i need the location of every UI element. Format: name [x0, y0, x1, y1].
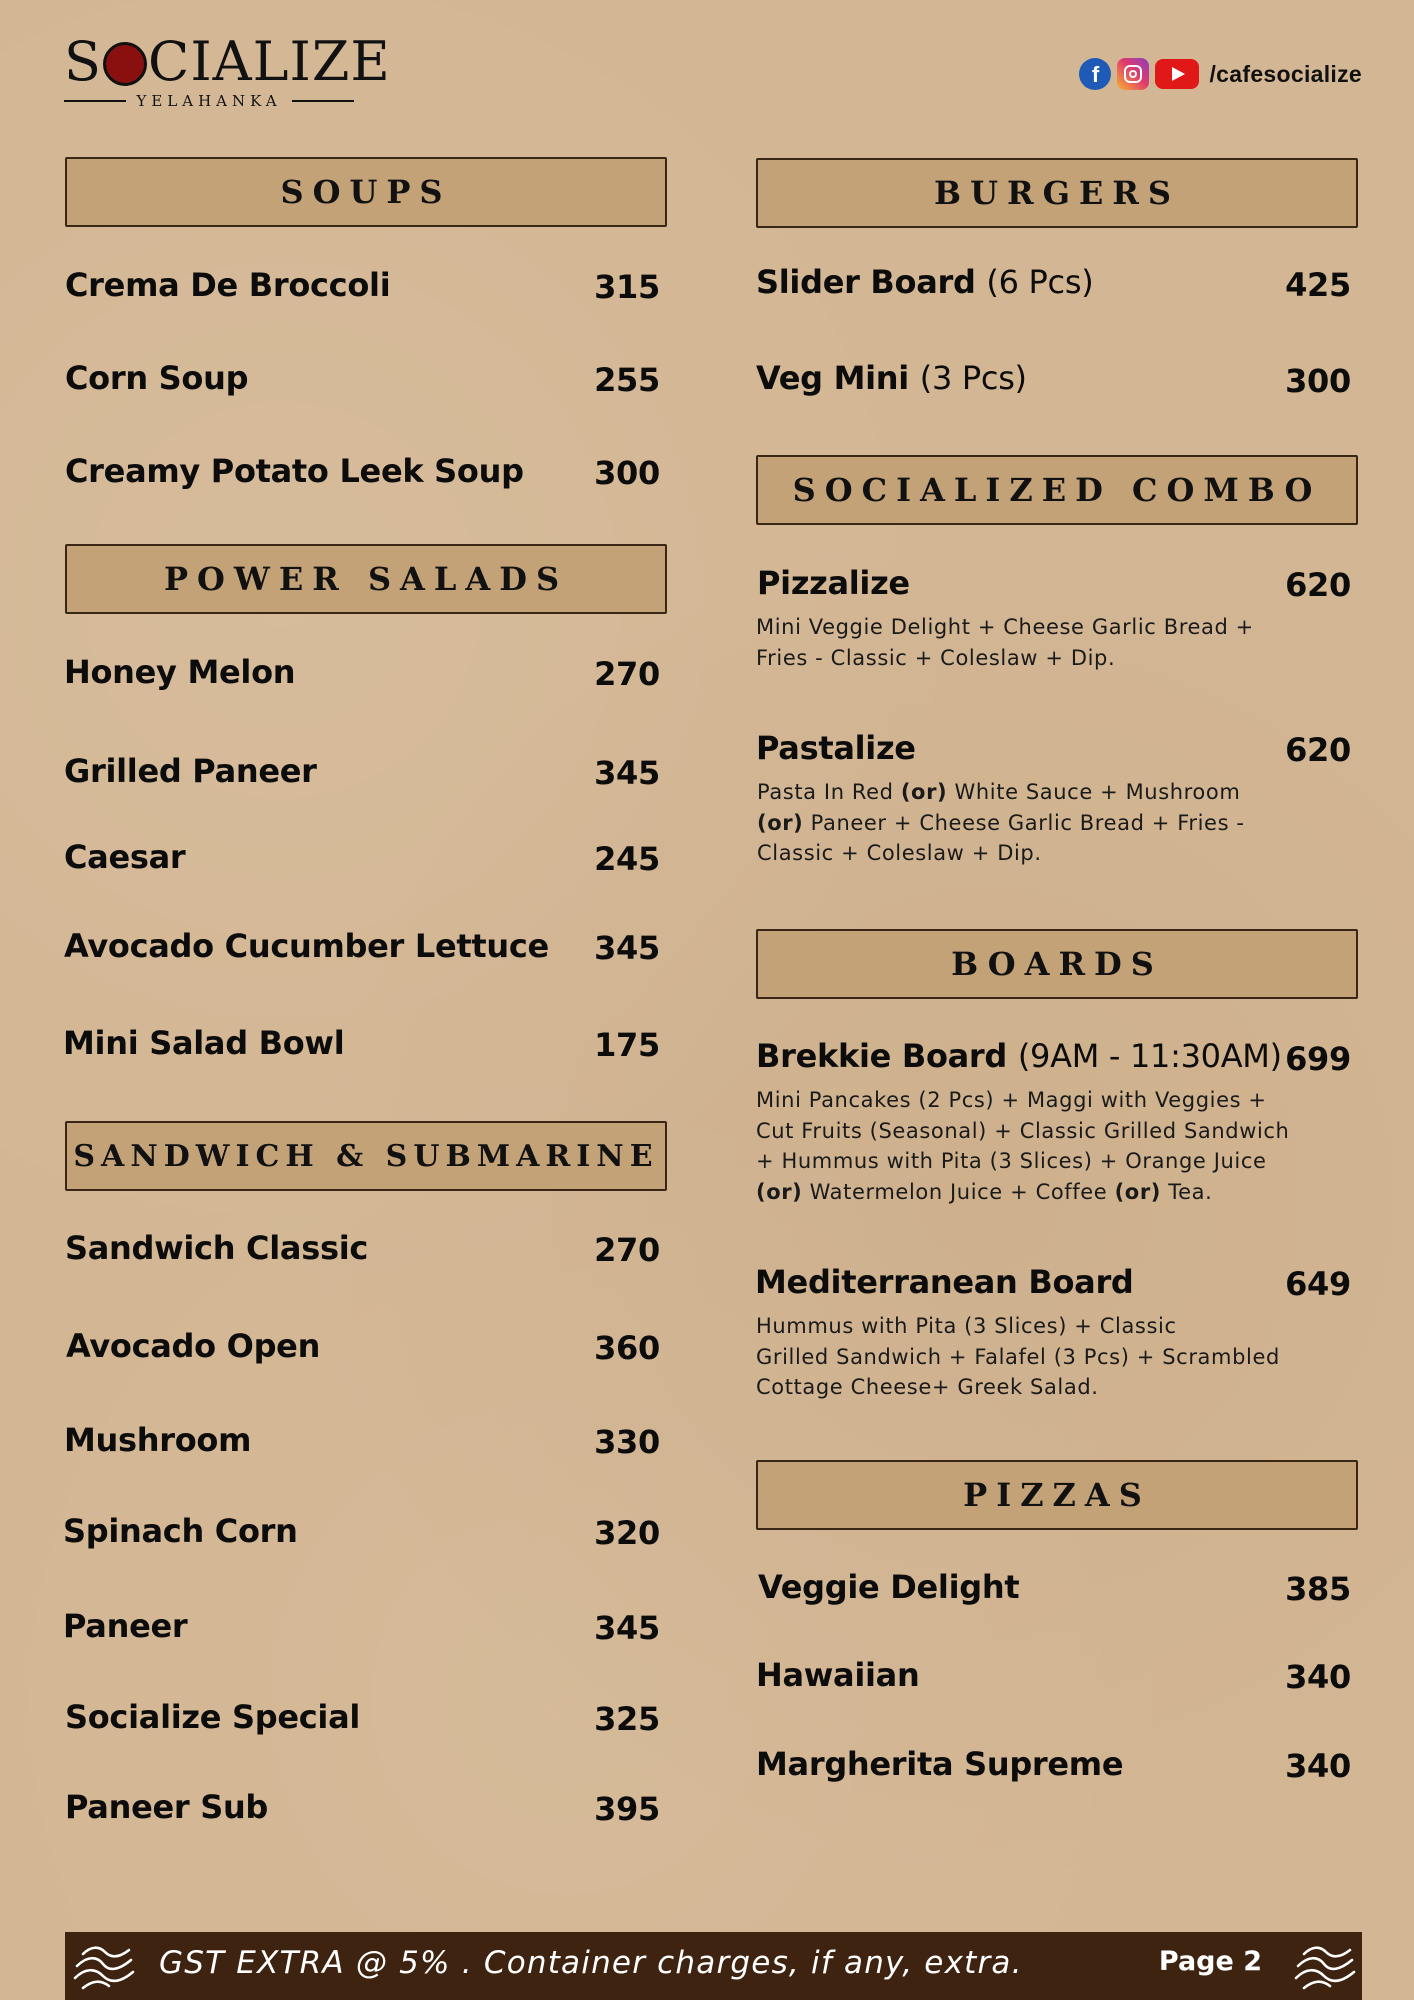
- description-line: [757, 808, 1317, 839]
- description-line: Cottage Cheese+ Greek Salad.: [756, 1375, 1099, 1399]
- description-line: Hummus with Pita (3 Slices) + Classic: [756, 1314, 1177, 1338]
- section-header-pizzas: PIZZAS: [756, 1460, 1358, 1530]
- menu-item-price: 345: [594, 754, 660, 792]
- description-line: [757, 777, 1317, 808]
- brand-name-right: CIALIZE: [148, 30, 391, 93]
- menu-item-name: [756, 263, 1093, 301]
- brand-location: YELAHANKA: [136, 92, 282, 110]
- menu-item-description: [756, 1085, 1316, 1207]
- item-title: Brekkie Board: [756, 1037, 1008, 1075]
- brand-wordmark: [64, 30, 391, 93]
- menu-item-price: 620: [1285, 566, 1351, 604]
- menu-item-name: [756, 359, 1027, 397]
- social-links: [1079, 58, 1362, 90]
- description-line: Fries - Classic + Coleslaw + Dip.: [756, 645, 1116, 670]
- description-line: Classic + Coleslaw + Dip.: [757, 841, 1042, 865]
- menu-item-name: Paneer Sub: [65, 1788, 269, 1826]
- description-text: Paneer + Cheese Garlic Bread + Fries -: [803, 810, 1245, 835]
- menu-item-price: 325: [594, 1700, 660, 1738]
- description-line: Mini Pancakes (2 Pcs) + Maggi with Veggies +: [756, 1088, 1267, 1112]
- menu-item-name: Sandwich Classic: [65, 1229, 369, 1267]
- menu-item-price: 300: [594, 454, 660, 492]
- menu-item-name: Honey Melon: [64, 653, 296, 691]
- menu-item-name: Crema De Broccoli: [65, 266, 391, 304]
- menu-item-price: 245: [594, 840, 660, 878]
- menu-item-price: 425: [1285, 266, 1351, 304]
- description-line: + Hummus with Pita (3 Slices) + Orange Juice: [756, 1149, 1267, 1173]
- description-line: [756, 1177, 1316, 1208]
- menu-item-price: 330: [594, 1423, 660, 1461]
- menu-item-price: 385: [1285, 1570, 1351, 1608]
- menu-item-name: Veggie Delight: [758, 1568, 1020, 1606]
- description-or: (or): [1114, 1179, 1161, 1204]
- tax-note: GST EXTRA @ 5% . Container charges, if any, extra.: [159, 1945, 1023, 1981]
- menu-item-price: 345: [594, 929, 660, 967]
- menu-item-name: Corn Soup: [65, 359, 249, 397]
- wave-icon: [1290, 1940, 1358, 1992]
- description-text: Tea.: [1160, 1179, 1213, 1204]
- instagram-icon[interactable]: [1117, 58, 1149, 90]
- item-note: (3 Pcs): [919, 359, 1027, 397]
- facebook-icon[interactable]: f: [1079, 58, 1111, 90]
- menu-item-price: 620: [1285, 731, 1351, 769]
- menu-item-price: 175: [594, 1026, 660, 1064]
- description-text: Pasta In Red: [757, 780, 901, 804]
- menu-item-price: 270: [594, 655, 660, 693]
- menu-item-price: 315: [594, 268, 660, 306]
- menu-item-price: 649: [1285, 1265, 1351, 1303]
- description-or: (or): [757, 810, 804, 835]
- brand-location-row: [64, 92, 354, 110]
- menu-item-name: Pastalize: [756, 729, 916, 767]
- page-number: Page 2: [1158, 1946, 1262, 1977]
- menu-item-name: Spinach Corn: [63, 1512, 298, 1550]
- menu-item-price: 255: [594, 361, 660, 399]
- item-title: Slider Board: [756, 263, 976, 301]
- menu-item-price: 340: [1285, 1747, 1351, 1785]
- item-note: (9AM - 11:30AM): [1017, 1037, 1282, 1075]
- logo-circle-icon: [103, 42, 147, 86]
- wave-icon: [69, 1940, 137, 1992]
- footer-bar: [65, 1932, 1362, 2000]
- menu-item-price: 360: [594, 1329, 660, 1367]
- description-line: Grilled Sandwich + Falafel (3 Pcs) + Scrambled: [756, 1344, 1280, 1369]
- item-title: Veg Mini: [756, 359, 909, 397]
- section-header-power-salads: POWER SALADS: [65, 544, 667, 614]
- menu-item-name: Paneer: [63, 1607, 188, 1645]
- section-header-socialized-combo: SOCIALIZED COMBO: [756, 455, 1358, 525]
- menu-item-name: Margherita Supreme: [756, 1745, 1124, 1783]
- menu-item-name: Avocado Cucumber Lettuce: [64, 927, 549, 965]
- menu-item-price: 320: [594, 1514, 660, 1552]
- description-text: White Sauce + Mushroom: [947, 780, 1241, 804]
- description-line: Mini Veggie Delight + Cheese Garlic Bread +: [756, 615, 1254, 639]
- divider: [64, 100, 126, 102]
- section-header-sandwich-submarine: SANDWICH & SUBMARINE: [65, 1121, 667, 1191]
- menu-item-price: 395: [594, 1790, 660, 1828]
- menu-item-name: [756, 1037, 1282, 1075]
- section-header-soups: SOUPS: [65, 157, 667, 227]
- description-or: (or): [756, 1179, 803, 1204]
- description-or: (or): [900, 780, 948, 804]
- description-line: Cut Fruits (Seasonal) + Classic Grilled Sandwich: [756, 1118, 1290, 1143]
- menu-item-name: Hawaiian: [756, 1656, 920, 1694]
- menu-item-name: Grilled Paneer: [64, 752, 317, 790]
- description-text: Watermelon Juice + Coffee: [802, 1179, 1115, 1204]
- menu-item-name: Mini Salad Bowl: [63, 1024, 345, 1062]
- menu-item-price: 345: [594, 1609, 660, 1647]
- brand-name-left: S: [64, 30, 102, 93]
- menu-item-price: 270: [594, 1231, 660, 1269]
- menu-item-price: 340: [1285, 1658, 1351, 1696]
- menu-item-name: Mediterranean Board: [755, 1263, 1134, 1301]
- brand-logo: [64, 30, 391, 110]
- menu-item-name: Avocado Open: [66, 1327, 321, 1365]
- social-handle[interactable]: /cafesocialize: [1209, 60, 1362, 87]
- menu-item-description: [757, 777, 1317, 869]
- menu-item-description: [756, 1311, 1316, 1403]
- menu-item-name: Socialize Special: [65, 1698, 361, 1736]
- youtube-icon[interactable]: [1155, 59, 1199, 89]
- divider: [292, 100, 354, 102]
- menu-item-name: Creamy Potato Leek Soup: [65, 452, 524, 490]
- item-note: (6 Pcs): [986, 263, 1094, 301]
- menu-item-name: Caesar: [64, 838, 186, 876]
- menu-item-name: Mushroom: [64, 1421, 252, 1459]
- menu-item-price: 699: [1285, 1040, 1351, 1078]
- menu-item-name: Pizzalize: [757, 564, 910, 602]
- section-header-burgers: BURGERS: [756, 158, 1358, 228]
- menu-item-price: 300: [1285, 362, 1351, 400]
- menu-item-description: [756, 612, 1316, 673]
- section-header-boards: BOARDS: [756, 929, 1358, 999]
